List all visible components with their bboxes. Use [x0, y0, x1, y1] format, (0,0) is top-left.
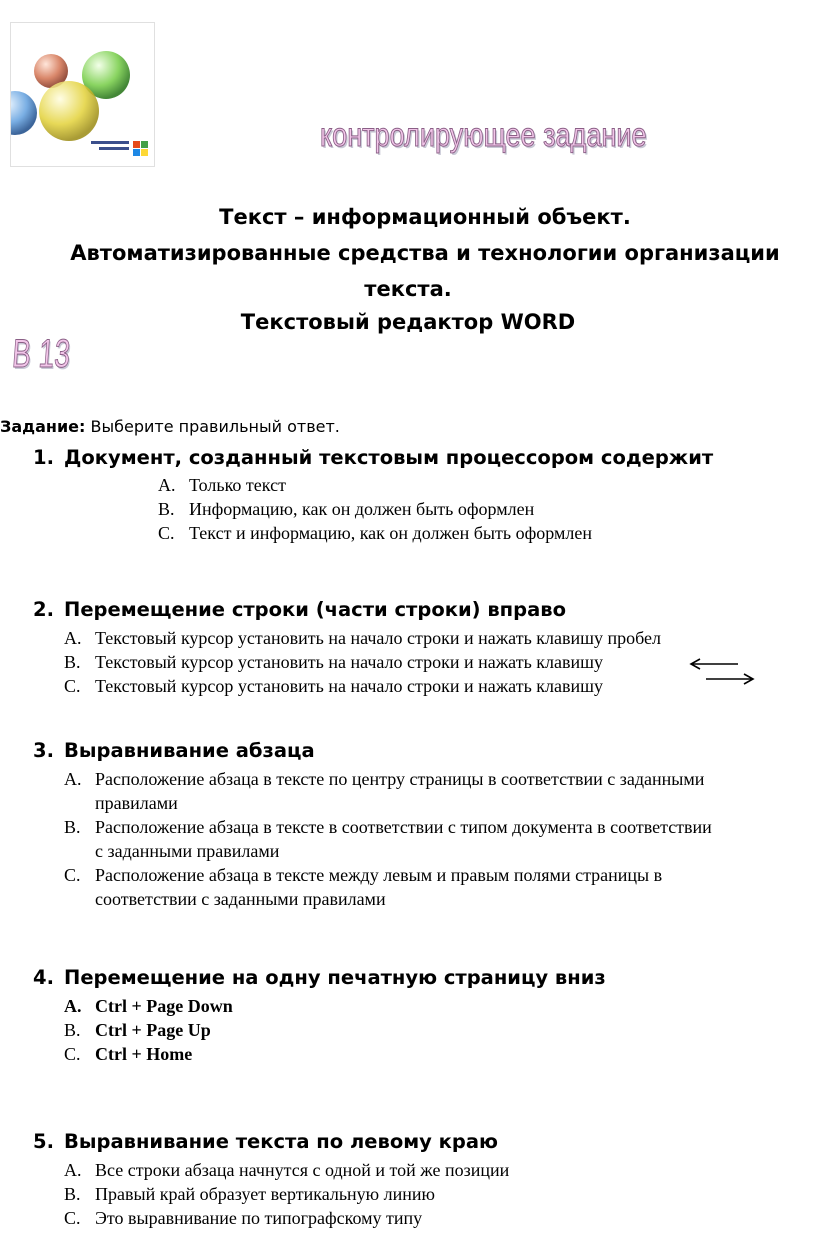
title-line-4: Текстовый редактор WORD	[240, 310, 576, 334]
question-3-option-a	[64, 767, 704, 815]
option-letter: B.	[64, 652, 81, 672]
option-text: Правый край образует вертикальную линию	[95, 1184, 435, 1204]
question-4-option-b	[64, 1018, 211, 1042]
question-4-option-a	[64, 994, 233, 1018]
option-letter: C.	[64, 1208, 81, 1228]
option-text-cont: с заданными правилами	[95, 841, 280, 861]
question-1-option-c	[158, 521, 592, 545]
option-text: Текстовый курсор установить на начало строки и нажать клавишу	[95, 676, 603, 696]
option-text-cont: правилами	[95, 793, 178, 813]
option-letter: B.	[64, 1020, 81, 1040]
option-letter: A.	[64, 1160, 82, 1180]
question-number: 5.	[33, 1130, 54, 1153]
question-5-option-c	[64, 1206, 422, 1230]
question-2	[33, 598, 566, 621]
question-5-option-a	[64, 1158, 509, 1182]
bubbles-icon	[11, 23, 154, 166]
variant-wordart: В 13	[10, 332, 72, 376]
option-letter: A.	[64, 996, 82, 1016]
question-1	[33, 446, 713, 469]
option-text: Ctrl + Home	[95, 1044, 193, 1064]
option-letter: A.	[64, 628, 82, 648]
question-number: 1.	[33, 446, 54, 469]
question-text: Выравнивание абзаца	[64, 739, 315, 762]
option-text: Расположение абзаца в тексте в соответствии с типом документа в соответствии	[95, 817, 712, 837]
question-5-option-b	[64, 1182, 435, 1206]
question-4-option-c	[64, 1042, 192, 1066]
option-letter: B.	[64, 817, 81, 837]
question-5	[33, 1130, 498, 1153]
option-text: Ctrl + Page Down	[95, 996, 233, 1016]
option-letter: C.	[158, 523, 175, 543]
option-letter: C.	[64, 1044, 81, 1064]
question-3	[33, 739, 315, 762]
option-letter: C.	[64, 676, 81, 696]
option-text: Текстовый курсор установить на начало строки и нажать клавишу пробел	[95, 628, 662, 648]
question-2-option-a	[64, 626, 661, 650]
option-letter: B.	[158, 499, 175, 519]
option-text: Только текст	[189, 475, 286, 495]
option-text: Это выравнивание по типографскому типу	[95, 1208, 423, 1228]
option-letter: B.	[64, 1184, 81, 1204]
option-letter: C.	[64, 865, 81, 885]
option-text: Все строки абзаца начнутся с одной и той же позиции	[95, 1160, 510, 1180]
option-text: Информацию, как он должен быть оформлен	[189, 499, 535, 519]
question-2-option-c	[64, 674, 603, 698]
title-line-2: Автоматизированные средства и технологии организации	[70, 241, 780, 265]
option-letter: A.	[64, 769, 82, 789]
right-arrow-icon	[704, 672, 756, 686]
option-letter: A.	[158, 475, 176, 495]
task-label: Задание:	[0, 417, 86, 436]
option-text: Текст и информацию, как он должен быть оформлен	[189, 523, 592, 543]
windows-bubbles-logo	[10, 22, 155, 167]
question-3-option-c	[64, 863, 662, 911]
question-text: Перемещение строки (части строки) вправо	[64, 598, 566, 621]
question-2-option-b	[64, 650, 603, 674]
option-text: Текстовый курсор установить на начало строки и нажать клавишу	[95, 652, 603, 672]
question-4	[33, 966, 606, 989]
question-1-option-a	[158, 473, 286, 497]
option-text-cont: соответствии с заданными правилами	[95, 889, 386, 909]
option-text: Расположение абзаца в тексте по центру страницы в соответствии с заданными	[95, 769, 705, 789]
task-instruction	[0, 417, 340, 436]
option-text: Расположение абзаца в тексте между левым и правым полями страницы в	[95, 865, 663, 885]
title-line-1: Текст – информационный объект.	[219, 205, 631, 229]
control-task-wordart: контролирующее задание	[320, 116, 647, 153]
question-number: 4.	[33, 966, 54, 989]
option-text: Ctrl + Page Up	[95, 1020, 211, 1040]
task-text: Выберите правильный ответ.	[85, 417, 340, 436]
question-number: 3.	[33, 739, 54, 762]
title-line-3: текста.	[364, 277, 452, 301]
question-text: Перемещение на одну печатную страницу вниз	[64, 966, 606, 989]
question-number: 2.	[33, 598, 54, 621]
question-text: Документ, созданный текстовым процессором содержит	[64, 446, 714, 469]
left-arrow-icon	[688, 657, 740, 671]
question-1-option-b	[158, 497, 534, 521]
question-text: Выравнивание текста по левому краю	[64, 1130, 498, 1153]
question-3-option-b	[64, 815, 712, 863]
